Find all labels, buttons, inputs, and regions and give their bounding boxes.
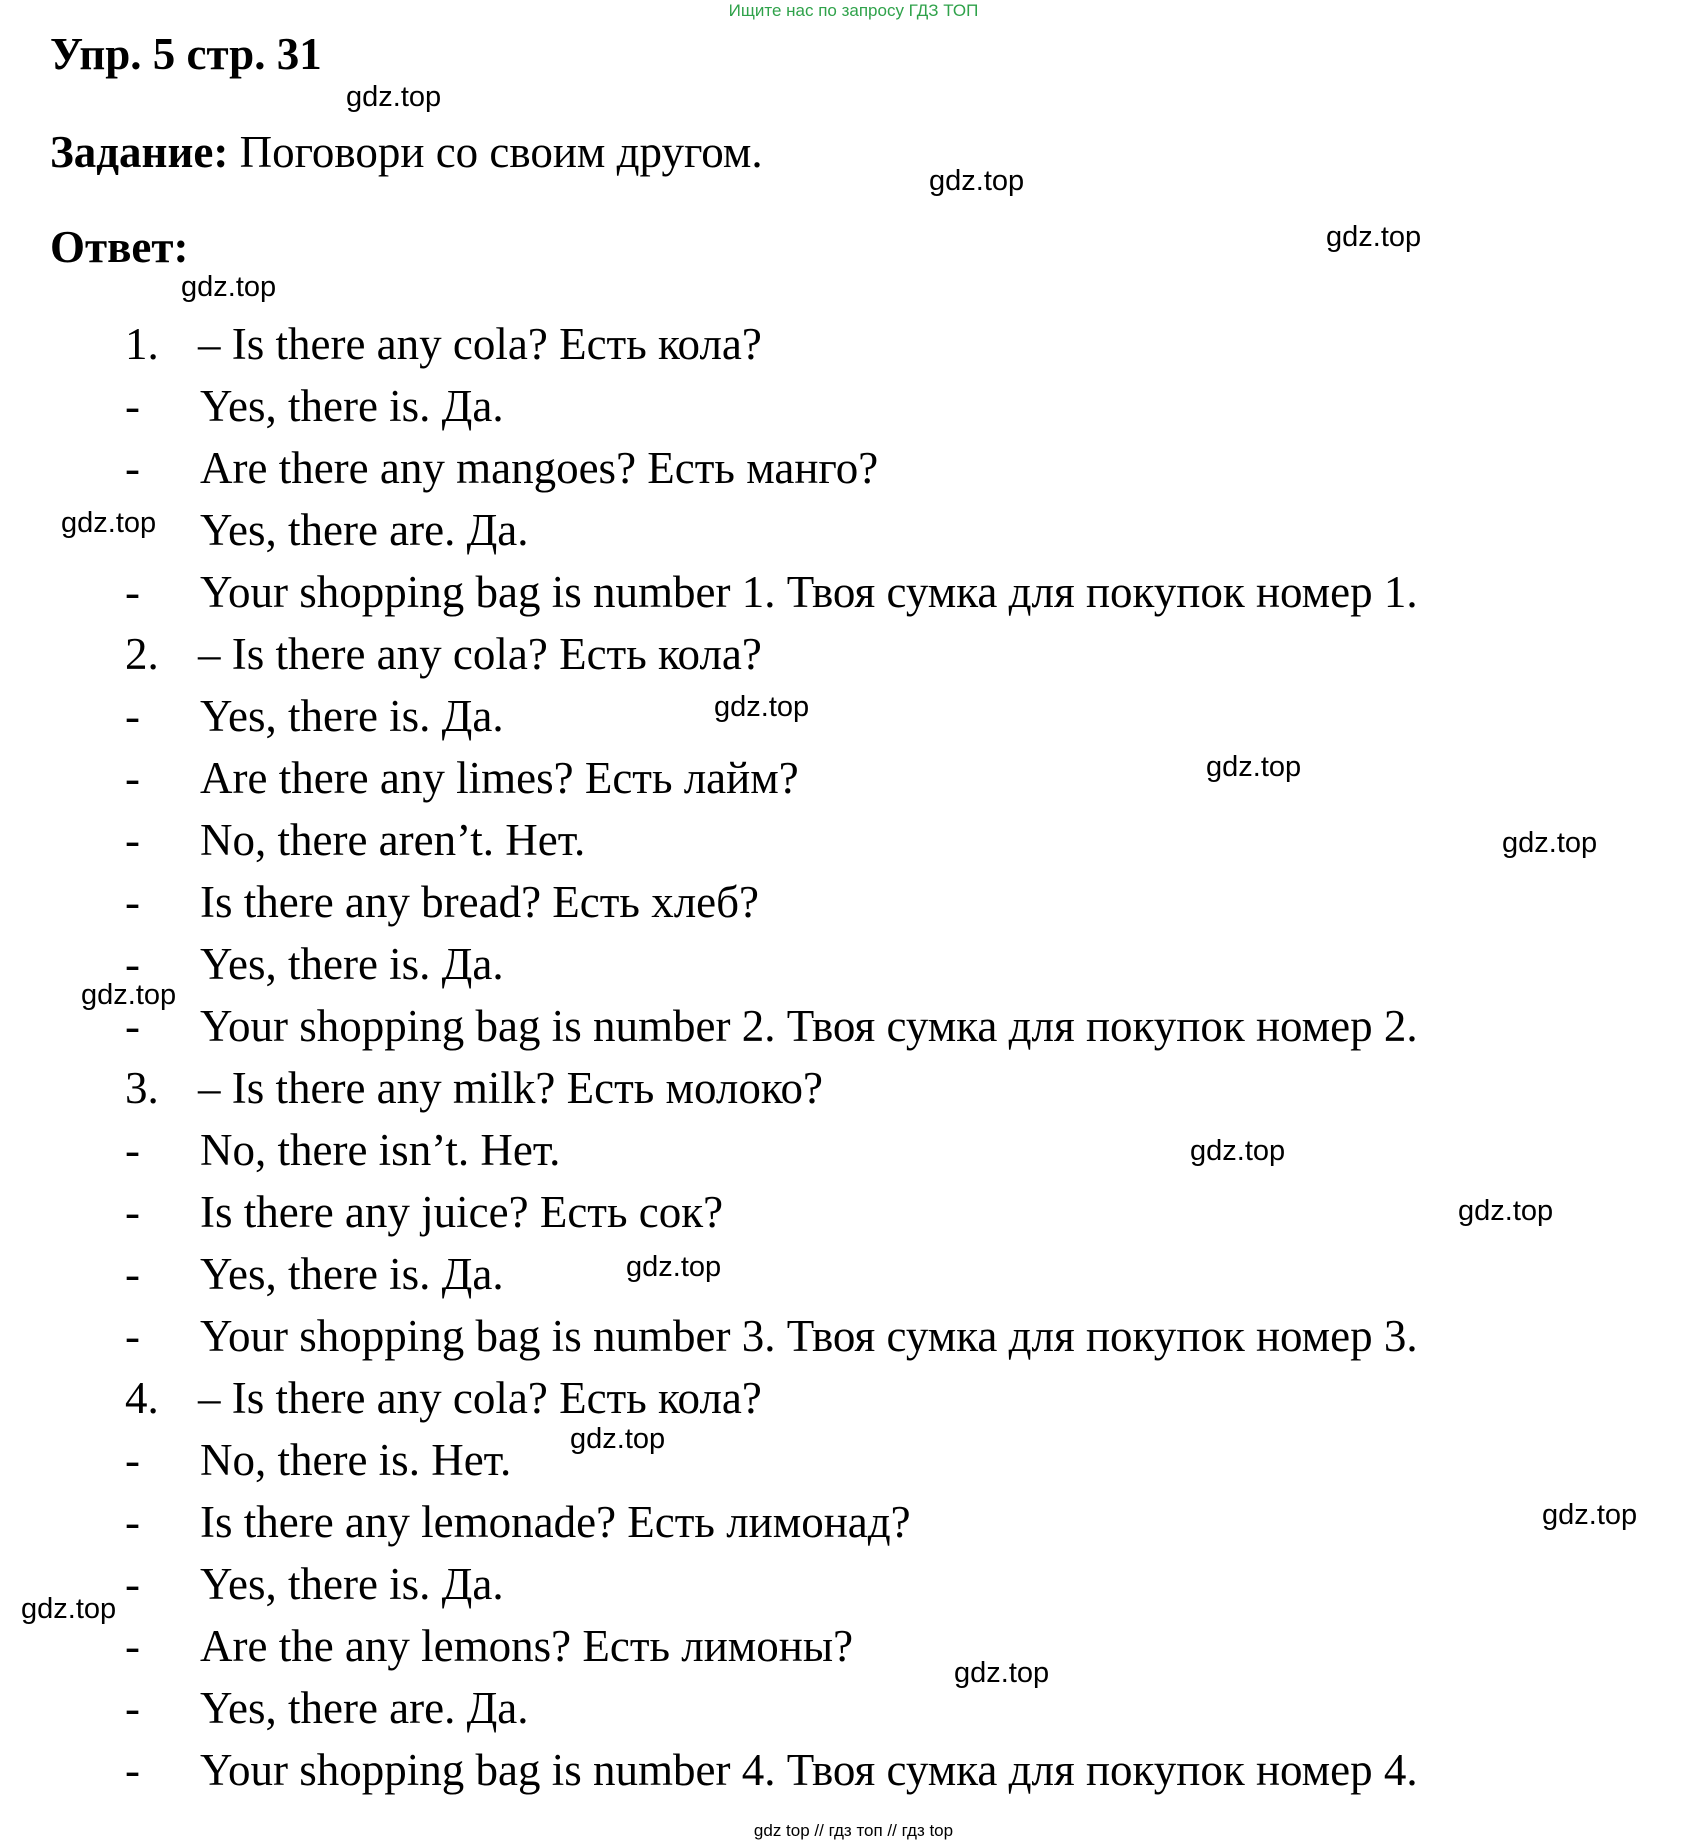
answer-heading: Ответ: (50, 222, 189, 272)
line-dash: - (125, 381, 140, 431)
watermark: gdz.top (929, 165, 1025, 197)
watermark: gdz.top (714, 691, 810, 723)
task-text: Поговори со своим другом. (239, 127, 763, 177)
watermark: gdz.top (181, 271, 277, 303)
line-dash: - (125, 939, 140, 989)
line-text: – Is there any cola? Есть кола? (198, 319, 762, 369)
line-text: – Is there any cola? Есть кола? (198, 629, 762, 679)
page-title: Упр. 5 стр. 31 (50, 29, 322, 79)
line-dash: - (125, 877, 140, 927)
task-statement (50, 126, 763, 178)
task-label: Задание: (50, 127, 229, 177)
line-number: 3. (125, 1063, 159, 1113)
watermark: gdz.top (626, 1251, 722, 1283)
footer-watermark: gdz top // гдз топ // гдз top (753, 1821, 954, 1840)
watermark: gdz.top (81, 979, 177, 1011)
line-text: Yes, there is. Да. (200, 939, 504, 989)
line-dash: - (125, 691, 140, 741)
line-text: Is there any juice? Есть сок? (200, 1187, 724, 1237)
line-text: Yes, there is. Да. (200, 1249, 504, 1299)
line-text: Is there any lemonade? Есть лимонад? (200, 1497, 911, 1547)
line-dash: - (125, 1559, 140, 1609)
line-text: – Is there any milk? Есть молоко? (198, 1063, 823, 1113)
line-dash: - (125, 1125, 140, 1175)
line-dash: - (125, 1745, 140, 1795)
line-text: Is there any bread? Есть хлеб? (200, 877, 760, 927)
line-dash: - (125, 1249, 140, 1299)
line-text: Your shopping bag is number 1. Твоя сумка для покупок номер 1. (200, 567, 1418, 617)
line-text: Your shopping bag is number 2. Твоя сумка для покупок номер 2. (200, 1001, 1418, 1051)
watermark: gdz.top (1190, 1135, 1286, 1167)
line-text: Yes, there are. Да. (200, 505, 529, 555)
line-number: 2. (125, 629, 159, 679)
line-text: Yes, there is. Да. (200, 691, 504, 741)
line-dash: - (125, 1621, 140, 1671)
line-dash: - (125, 1435, 140, 1485)
watermark: gdz.top (1206, 751, 1302, 783)
line-text: Are there any limes? Есть лайм? (200, 753, 799, 803)
watermark: gdz.top (1458, 1195, 1554, 1227)
line-text: Your shopping bag is number 4. Твоя сумка для покупок номер 4. (200, 1745, 1418, 1795)
line-text: No, there isn’t. Нет. (200, 1125, 561, 1175)
watermark: gdz.top (61, 507, 157, 539)
watermark: gdz.top (954, 1657, 1050, 1689)
line-text: Yes, there are. Да. (200, 1683, 529, 1733)
line-dash: - (125, 815, 140, 865)
watermark: gdz.top (346, 81, 442, 113)
line-text: Are the any lemons? Есть лимоны? (200, 1621, 854, 1671)
line-dash: - (125, 567, 140, 617)
line-dash: - (125, 1683, 140, 1733)
watermark: gdz.top (1542, 1499, 1638, 1531)
line-dash: - (125, 1001, 140, 1051)
line-text: Yes, there is. Да. (200, 381, 504, 431)
line-text: Yes, there is. Да. (200, 1559, 504, 1609)
line-text: – Is there any cola? Есть кола? (198, 1373, 762, 1423)
line-text: Are there any mangoes? Есть манго? (200, 443, 879, 493)
watermark: gdz.top (570, 1423, 666, 1455)
watermark: gdz.top (1326, 221, 1422, 253)
line-dash: - (125, 1311, 140, 1361)
line-dash: - (125, 1497, 140, 1547)
line-number: 1. (125, 319, 159, 369)
search-banner: Ищите нас по запросу ГДЗ ТОП (728, 1, 979, 20)
watermark: gdz.top (1502, 827, 1598, 859)
line-text: No, there is. Нет. (200, 1435, 512, 1485)
line-dash: - (125, 1187, 140, 1237)
line-dash: - (125, 753, 140, 803)
watermark: gdz.top (21, 1593, 117, 1625)
line-text: No, there aren’t. Нет. (200, 815, 586, 865)
line-number: 4. (125, 1373, 159, 1423)
line-text: Your shopping bag is number 3. Твоя сумка для покупок номер 3. (200, 1311, 1418, 1361)
line-dash: - (125, 443, 140, 493)
